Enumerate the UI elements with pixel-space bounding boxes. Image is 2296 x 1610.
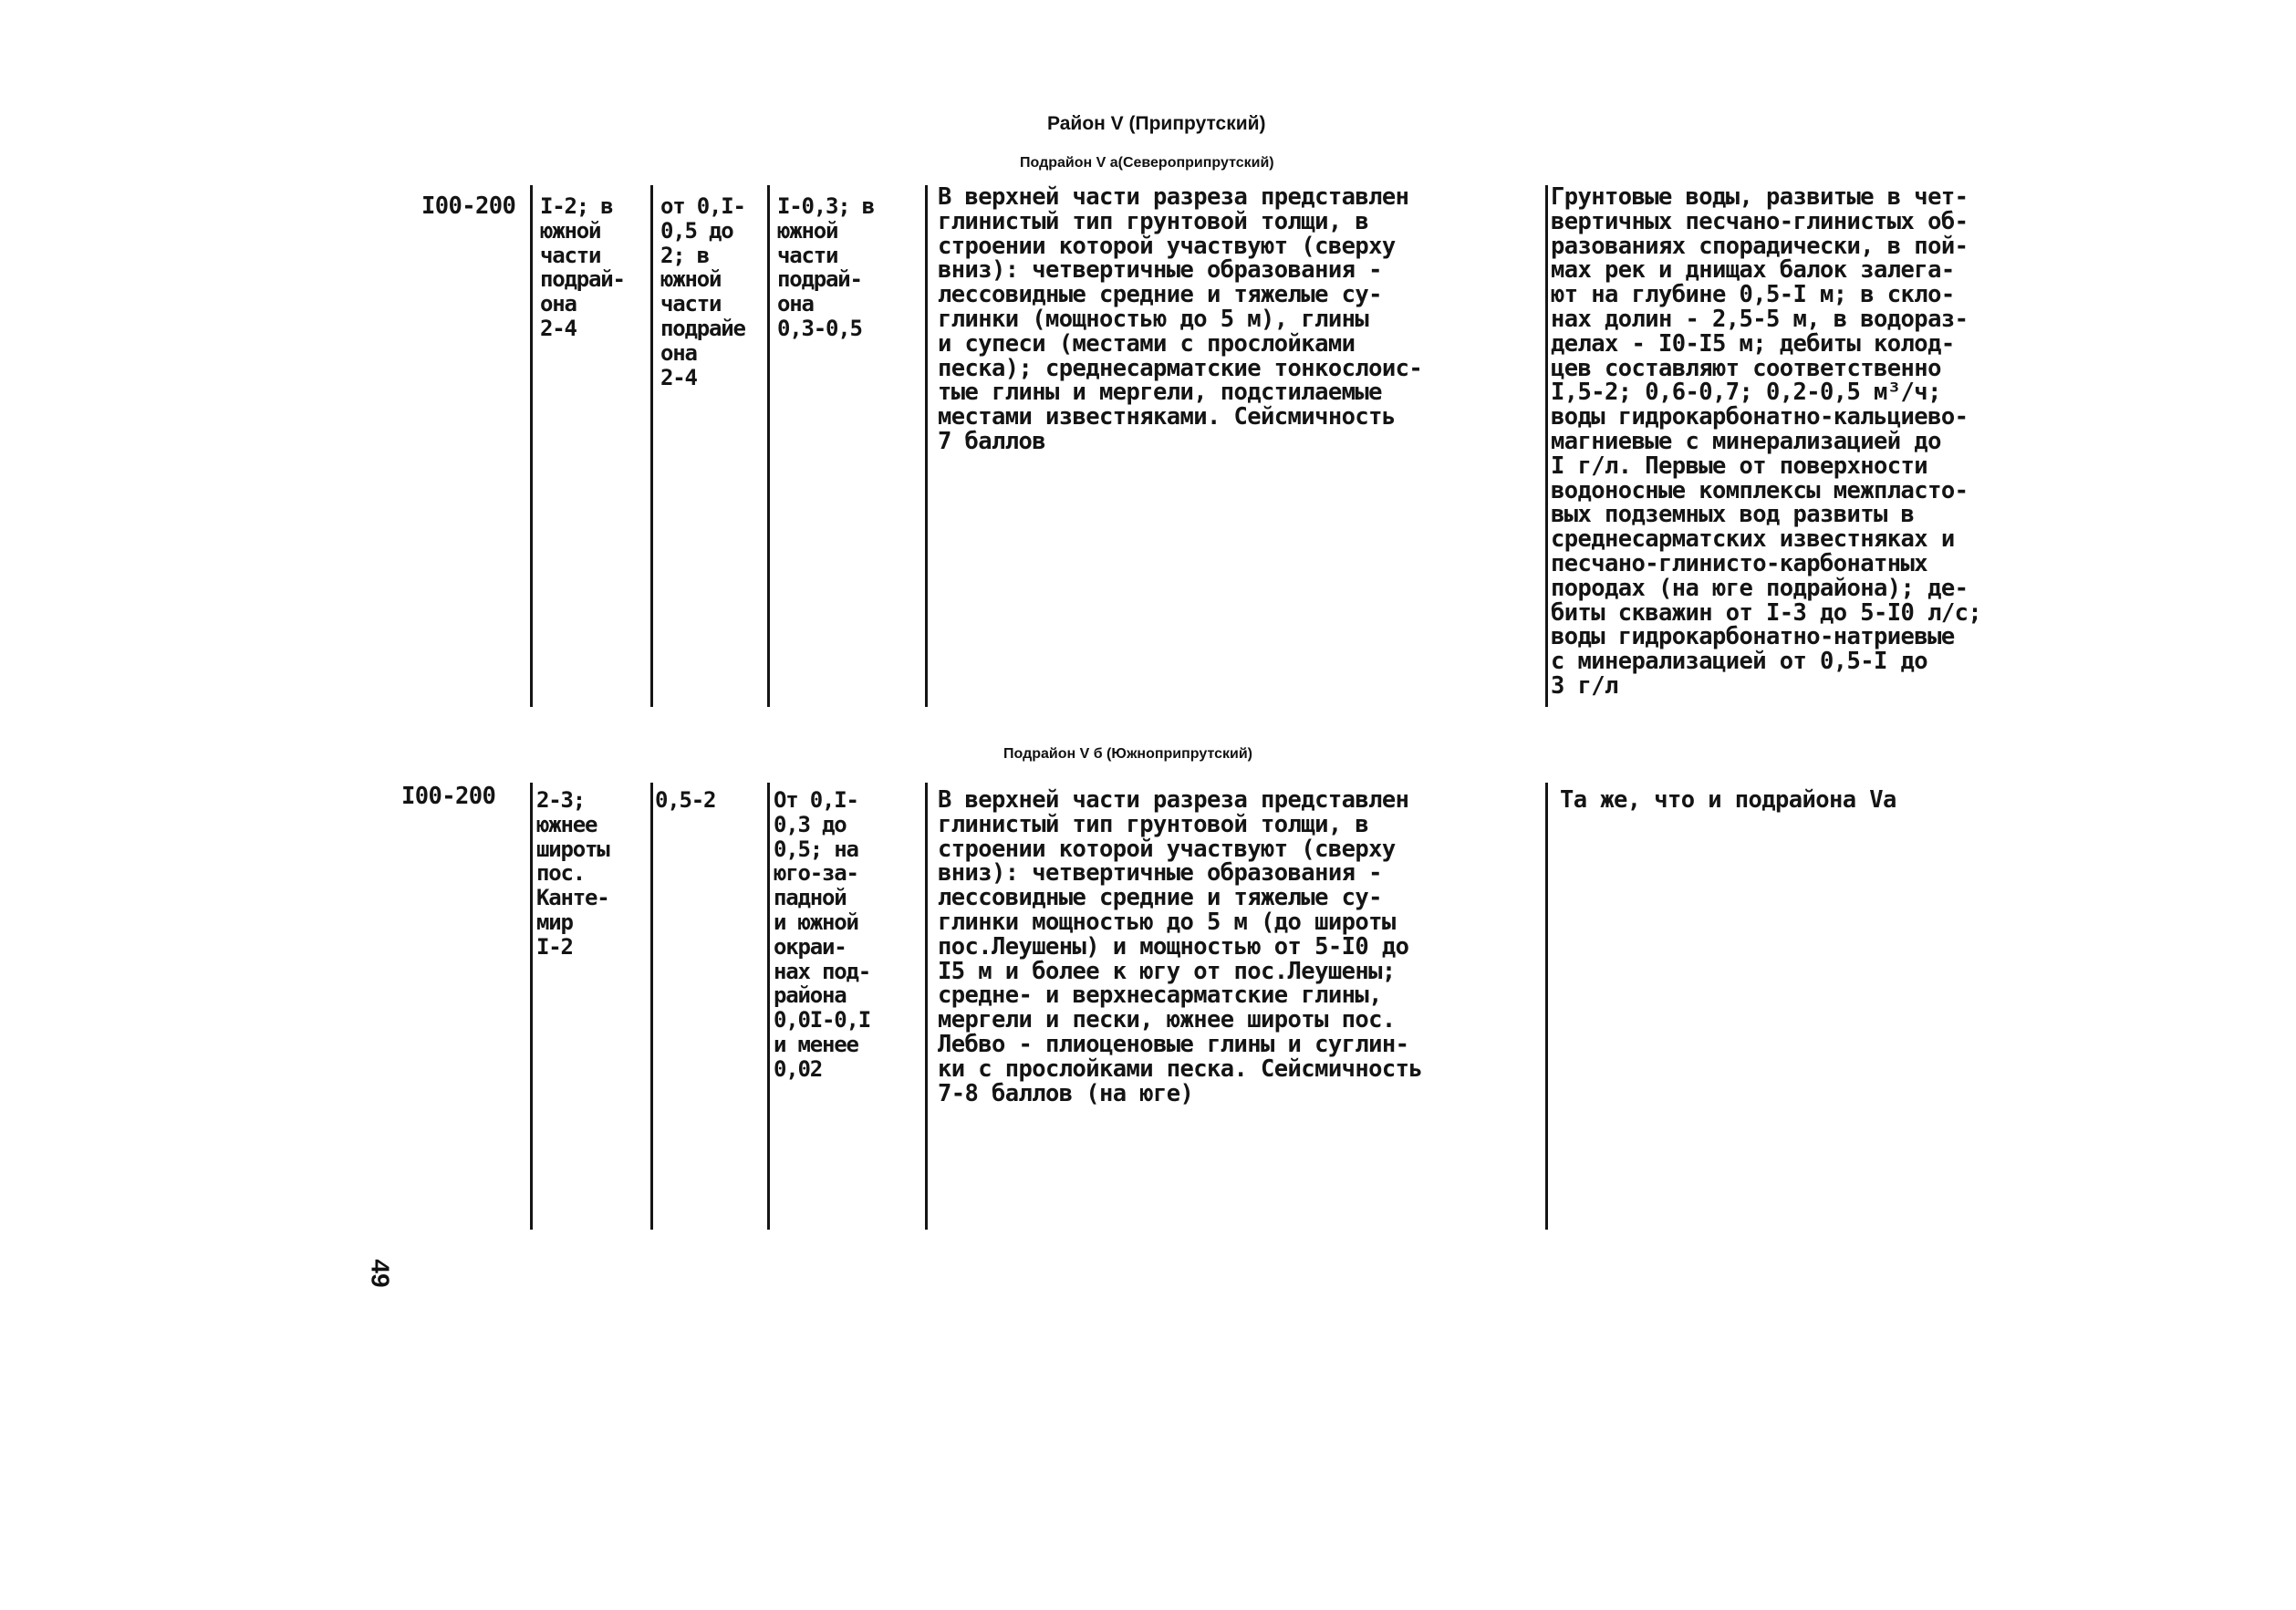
row-b-description: В верхней части разреза представлен глинистый тип грунтовой толщи, в строении которой участвуют (сверху вниз): четвертичные образования - лессовидные средние и тяжелые су- глинки мощностью до 5 м (до широты пос.Леушены) и мощностью от 5-I0 до I5 м и более к югу от пос.Леушены; средне- и верхнесарматские глины, мергели и пески, южнее широты пос. Лебво - плиоценовые глины и суглин- ки с прослойками песка. Сейсмичность 7-8 баллов (на юге) <box>938 786 1423 1107</box>
row-b-col3: 0,5-2 <box>655 787 716 813</box>
row-a-divider-2 <box>650 185 653 707</box>
row-b-divider-1 <box>530 783 533 1230</box>
row-a-divider-1 <box>530 185 533 707</box>
row-a-divider-3 <box>767 185 770 707</box>
row-b-col2: 2-3; южнее широты пос. Канте- мир I-2 <box>536 787 609 960</box>
row-b-groundwater: Та же, что и подрайона Vа <box>1560 786 1896 814</box>
row-a-divider-5 <box>1545 185 1548 707</box>
page-number: 49 <box>366 1259 395 1288</box>
row-b-divider-5 <box>1545 783 1548 1230</box>
row-b-divider-3 <box>767 783 770 1230</box>
row-b-depth: I00-200 <box>401 783 496 810</box>
row-b-col4: От 0,I- 0,3 до 0,5; на юго-за- падной и южной окраи- нах под- района 0,0I-0,I и менее 0,02 <box>774 787 870 1082</box>
row-b-divider-2 <box>650 783 653 1230</box>
row-a-col2: I-2; в южной части подрай- она 2-4 <box>540 193 625 341</box>
district-heading: Район V (Припрутский) <box>1047 113 1266 134</box>
row-a-divider-4 <box>925 185 928 707</box>
row-a-depth: I00-200 <box>421 192 516 220</box>
row-a-col4: I-0,3; в южной части подрай- она 0,3-0,5 <box>777 193 874 341</box>
row-a-description: В верхней части разреза представлен глинистый тип грунтовой толщи, в строении которой участвуют (сверху вниз): четвертичные образования - лессовидные средние и тяжелые су- глинки (мощностью до 5 м), глины и супеси (местами с прослойками песка); среднесарматские тонкослоис- тые глины и мергели, подстилаемые местами известняками. Сейсмичность 7 баллов <box>938 183 1423 455</box>
subdistrict-b-heading: Подрайон V б (Южноприпрутский) <box>1003 746 1252 762</box>
row-a-col3: от 0,I- 0,5 до 2; в южной части подрайе она 2-4 <box>660 193 745 390</box>
row-b-divider-4 <box>925 783 928 1230</box>
row-a-groundwater: Грунтовые воды, развитые в чет- вертичных песчано-глинистых об- разованиях спорадически, в пой- мах рек и днищах балок залега- ют на глубине 0,5-I м; в скло- нах долин - 2,5-5 м, в водораз- делах - I0-I5 м; дебиты колод- цев составляют соответственно I,5-2; 0,6-0,7; 0,2-0,5 м³/ч; воды гидрокарбонатно-кальциево- магниевые с минерализацией до I г/л. Первые от поверхности водоносные комплексы межпласто- вых подземных вод развиты в среднесарматских известняках и песчано-глинисто-карбонатных породах (на юге подрайона); де- биты скважин от I-3 до 5-I0 л/с; воды гидрокарбонатно-натриевые с минерализацией от 0,5-I до 3 г/л <box>1551 183 1982 700</box>
subdistrict-a-heading: Подрайон V а(Североприпрутский) <box>1020 155 1274 171</box>
